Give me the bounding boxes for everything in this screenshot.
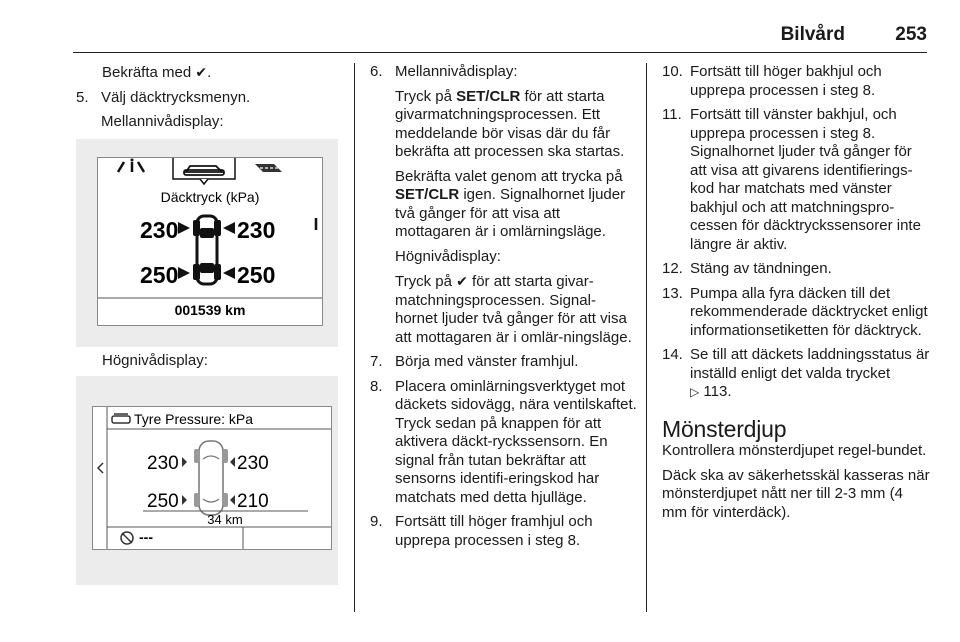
step-12: 12. Stäng av tändningen. <box>662 260 832 277</box>
high-level-display-figure <box>76 376 338 585</box>
step-14: 14. Se till att däckets laddningsstatus är inställd enligt det valda trycket ▷ 113. <box>662 346 930 400</box>
paragraph: Däck ska av säkerhetsskäl kasseras när mönsterdjupet nått ner till 2-3 mm (4 mm för vinterdäck). <box>662 466 930 521</box>
page-number: 253 <box>895 24 927 45</box>
step-6-high-label: Högnivådisplay: <box>395 247 501 265</box>
step-11: 11. Fortsätt till vänster bakhjul, och upprepa processen i steg 8. Signalhornet ljuder två gånger för att visa att givarens identifierings-kod har matchats med vänster bakhjul och att matchningspro-cessen för däcktryckssensorer inte längre är aktiv. <box>662 106 921 253</box>
rear-right-pressure: 210 <box>237 491 269 512</box>
step-6: 6. Mellannivådisplay: Tryck på SET/CLR för att starta givarmatchningsprocessen. Ett meddelande bör visas där du får bekräfta att processen ska startas. Bekräfta valet genom att trycka på SET/CLR igen. Signalhornet ljuder två gånger för att visa att mottagaren är i omlärningsläge. Högnivådisplay: Tryck på ✔ för att starta givar-matchningsprocessen. Signal-hornet ljuder två gånger för att visa att mottagaren är i omlär-ningsläge. <box>370 63 638 347</box>
road-icon <box>255 164 282 172</box>
front-left-pressure: 230 <box>140 217 179 243</box>
seatbelt-warning-icon <box>118 159 144 173</box>
step-7: 7. Börja med vänster framhjul. <box>370 353 579 370</box>
status-value: --- <box>139 529 153 545</box>
arrow-left-icon <box>230 495 235 505</box>
car-top-view-icon <box>194 441 228 515</box>
front-right-pressure: 230 <box>237 453 269 474</box>
confirm-line: Bekräfta med ✔. <box>102 64 212 81</box>
set-clr-key: SET/CLR <box>456 87 521 105</box>
checkmark-icon: ✔ <box>195 64 208 80</box>
arrow-right-icon <box>182 457 187 467</box>
rear-left-pressure: 250 <box>140 262 179 288</box>
rear-right-pressure: 250 <box>237 262 276 288</box>
mid-level-label: Mellannivådisplay: <box>101 113 224 130</box>
car-top-view-icon <box>193 216 221 284</box>
arrow-right-icon <box>178 222 190 234</box>
odometer: 34 km <box>207 512 243 527</box>
arrow-left-icon <box>223 222 235 234</box>
mid-level-display-graphic <box>98 158 322 325</box>
display-title: Däcktryck (kPa) <box>160 189 260 205</box>
high-level-label: Högnivådisplay: <box>102 352 208 369</box>
speed-limit-icon <box>121 532 133 544</box>
column-2 <box>370 63 638 556</box>
section-title: Bilvård <box>780 24 845 45</box>
checkmark-icon: ✔ <box>456 273 468 289</box>
step-10: 10. Fortsätt till höger bakhjul och upprepa processen i steg 8. <box>662 63 882 99</box>
paragraph: Kontrollera mönsterdjupet regel-bundet. <box>662 442 927 459</box>
section-heading: Mönsterdjup <box>662 415 787 442</box>
page-header <box>73 22 927 53</box>
front-right-pressure: 230 <box>237 217 276 243</box>
arrow-right-icon <box>178 267 190 279</box>
column-divider <box>646 63 647 612</box>
mid-level-display <box>97 157 323 326</box>
display-title: Tyre Pressure: kPa <box>134 411 254 427</box>
step-8: 8. Placera ominlärningsverktyget mot däckets sidovägg, nära ventilskaftet. Tryck sedan på knappen för att aktivera däckt-ryckssensorn. En signal från tutan bekräftar att sensorns identifi-eringskod har matchats med detta hjulläge. <box>370 377 637 506</box>
chevron-left-icon <box>98 463 103 473</box>
odometer: 001539 km <box>174 302 246 318</box>
rear-left-pressure: 250 <box>147 491 179 512</box>
step-5: 5. Välj däcktrycksmenyn. Mellannivådisplay: <box>76 89 344 132</box>
car-icon <box>112 414 130 423</box>
step-6-high-start: Tryck på ✔ för att starta givar-matchningsprocessen. Signal-hornet ljuder två gånger för att visa att mottagaren är i omlär-ningsläge. <box>395 273 632 346</box>
high-level-display-graphic <box>93 407 331 549</box>
column-3 <box>662 63 930 528</box>
arrow-left-icon <box>230 457 235 467</box>
column-divider <box>354 63 355 612</box>
page-reference[interactable]: 113. <box>703 383 732 400</box>
arrow-right-icon <box>182 495 187 505</box>
arrow-left-icon <box>223 267 235 279</box>
step-13: 13. Pumpa alla fyra däcken till det rekommenderade däcktrycket enligt informationsetiketten för däcktryck. <box>662 284 928 339</box>
mid-level-display-figure <box>76 139 338 347</box>
page-reference-icon: ▷ <box>690 385 700 399</box>
front-left-pressure: 230 <box>147 453 179 474</box>
step-9: 9. Fortsätt till höger framhjul och upprepa processen i steg 8. <box>370 513 593 549</box>
set-clr-key: SET/CLR <box>395 186 460 203</box>
column-1 <box>76 63 344 138</box>
step-6-mid-confirm: Bekräfta valet genom att trycka på SET/CLR igen. Signalhornet ljuder två gånger för att visa att mottagaren är i omlärningsläge. <box>395 167 626 240</box>
step-6-mid-start: Tryck på SET/CLR för att starta givarmatchningsprocessen. Ett meddelande bör visas där du får bekräfta att processen ska startas. <box>395 87 625 160</box>
high-level-display <box>92 406 332 550</box>
